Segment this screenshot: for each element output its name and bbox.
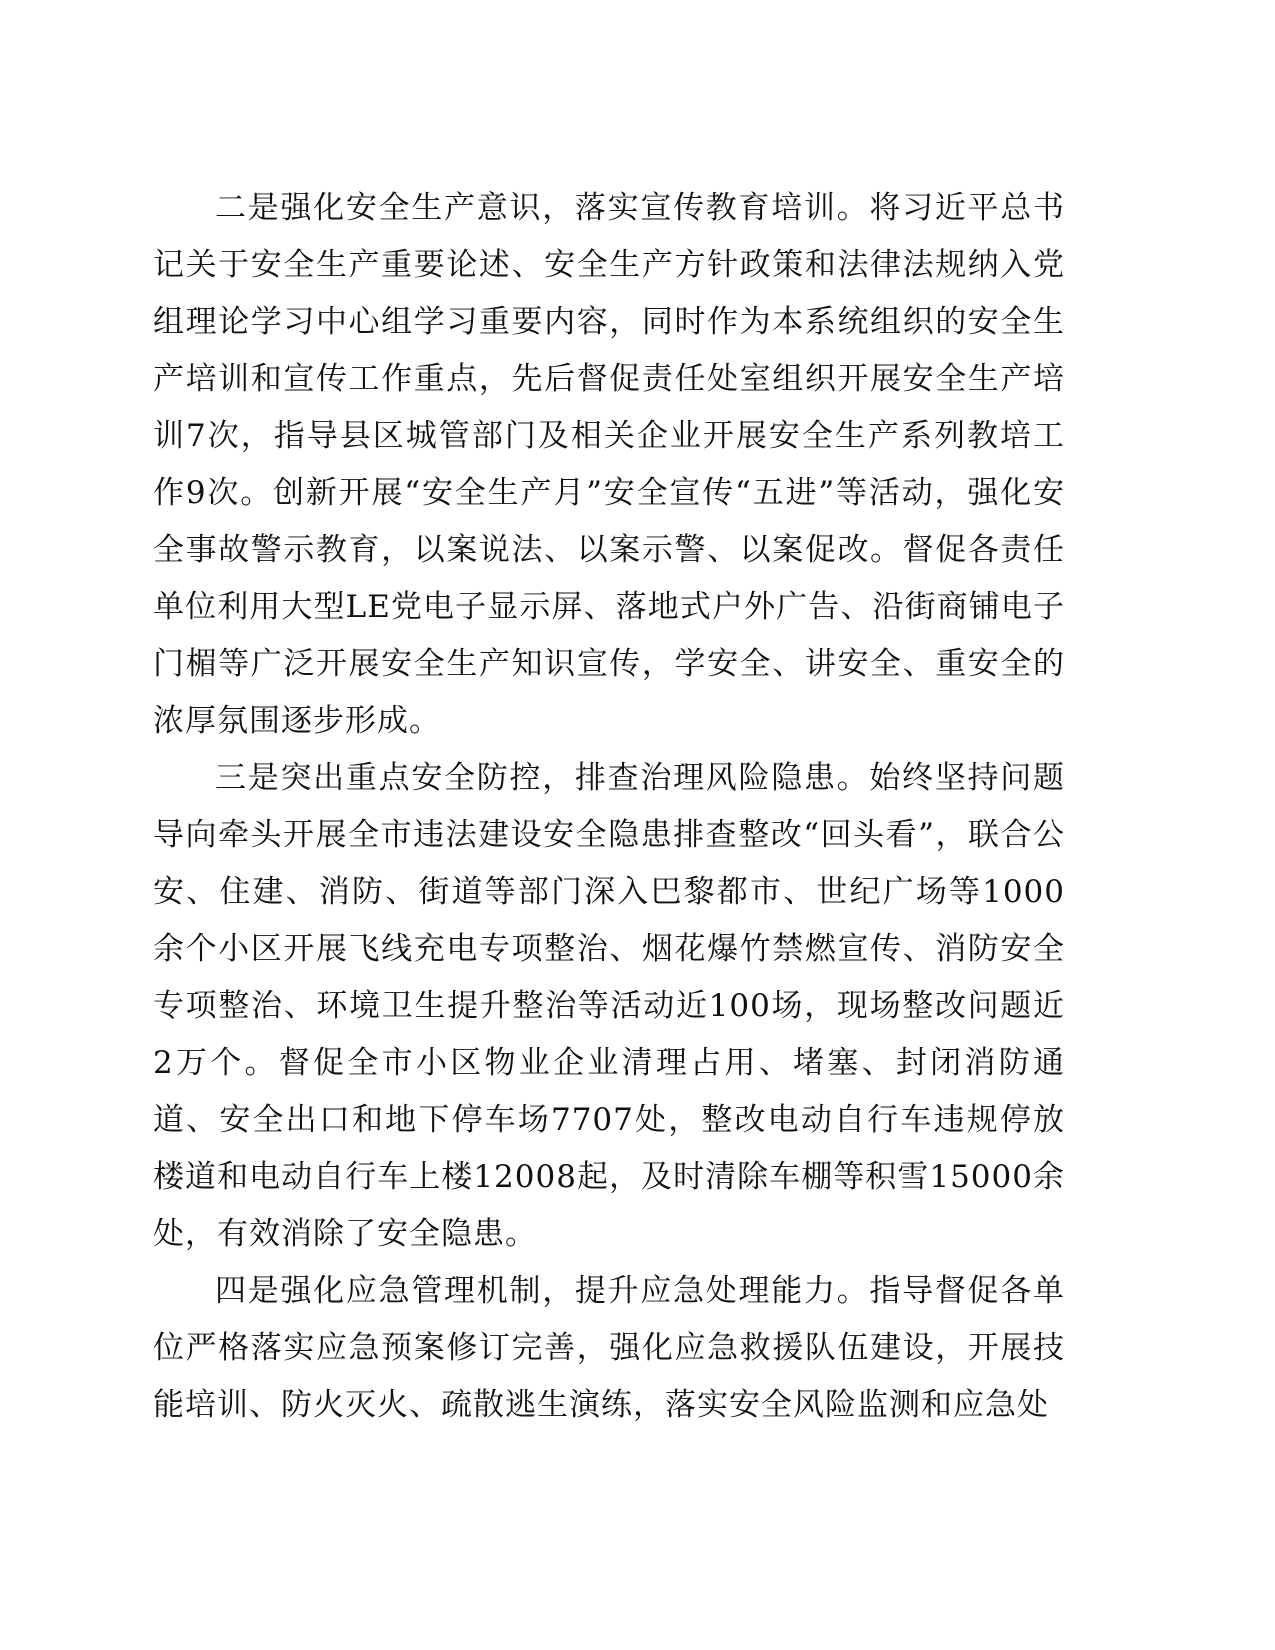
paragraph-risk-inspection: 三是突出重点安全防控，排查治理风险隐患。始终坚持问题导向牵头开展全市违法建设安全隐患排查整改“回头看”，联合公安、住建、消防、街道等部门深入巴黎都市、世纪广场等1000余个小区开展飞线充电专项整治、烟花爆竹禁燃宣传、消防安全专项整治、环境卫生提升整治等活动近100场，现场整改问题近2万个。督促全市小区物业企业清理占用、堵塞、封闭消防通道、安全出口和地下停车场7707处，整改电动自行车违规停放楼道和电动自行车上楼12008起，及时清除车棚等积雪15000余处，有效消除了安全隐患。 xyxy=(153,760,1065,1252)
paragraph-safety-awareness: 二是强化安全生产意识，落实宣传教育培训。将习近平总书记关于安全生产重要论述、安全生产方针政策和法律法规纳入党组理论学习中心组学习重要内容，同时作为本系统组织的安全生产培训和宣传工作重点，先后督促责任处室组织开展安全生产培训7次，指导县区城管部门及相关企业开展安全生产系列教培工作9次。创新开展“安全生产月”安全宣传“五进”等活动，强化安全事故警示教育，以案说法、以案示警、以案促改。督促各责任单位利用大型LE党电子显示屏、落地式户外广告、沿街商铺电子门楣等广泛开展安全生产知识宣传，学安全、讲安全、重安全的浓厚氛围逐步形成。 xyxy=(153,190,1065,739)
paragraph-emergency-management: 四是强化应急管理机制，提升应急处理能力。指导督促各单位严格落实应急预案修订完善，强化应急救援队伍建设，开展技能培训、防火灭火、疏散逃生演练，落实安全风险监测和应急处 xyxy=(153,1273,1065,1423)
document-body xyxy=(153,180,1065,1434)
